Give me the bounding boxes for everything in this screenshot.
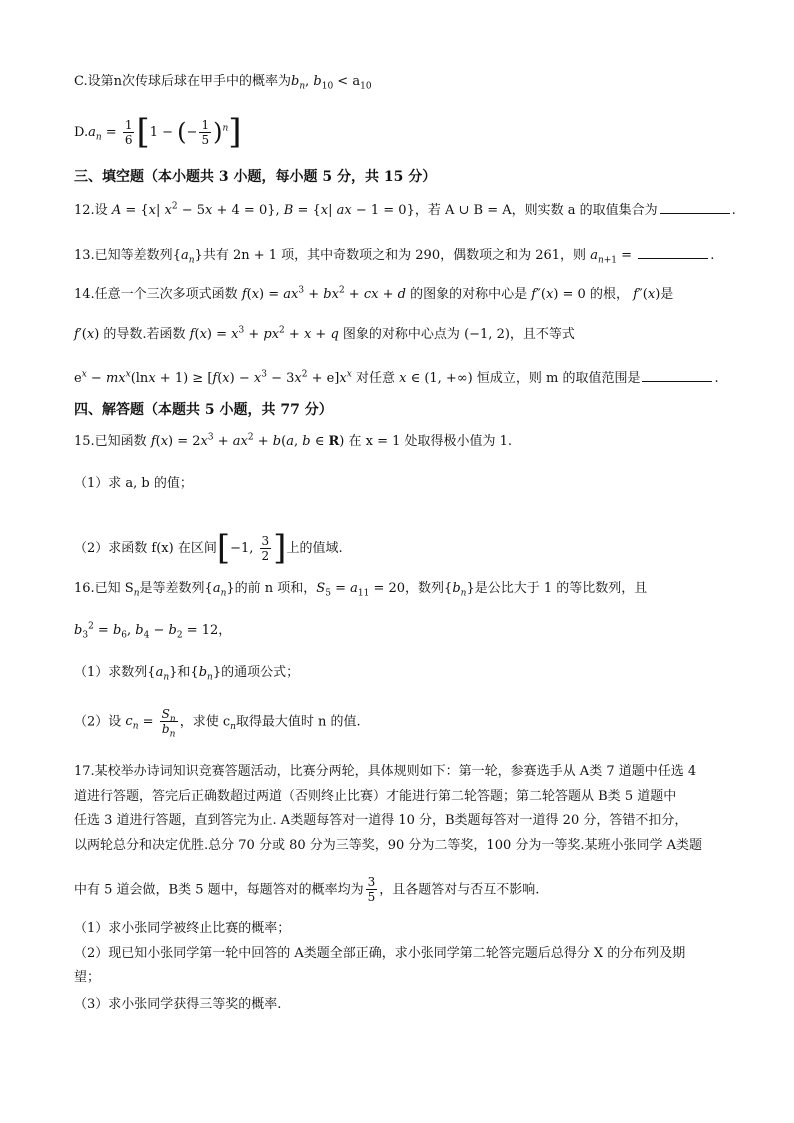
- fraction: $\frac{1}{6}$: [124, 117, 133, 147]
- question-16-part-1: （1）求数列$\{a_n\}$和$\{b_n\}$的通项公式；: [74, 665, 300, 683]
- question-15: 15.已知函数 $f(x) = 2x^3 + ax^2 + b(a$, b ∈ R) 在 x = 1 处取得极小值为 1.: [74, 432, 513, 449]
- question-15-part-1: （1）求 a, b 的值；: [74, 476, 193, 491]
- option-c-text: C.设第n次传球后球在甲手中的概率为: [74, 74, 291, 89]
- question-17-part-3: （3）求小张同学获得三等奖的概率.: [74, 997, 282, 1012]
- section-3-heading: 三、填空题（本小题共 3 小题，每小题 5 分，共 15 分）: [74, 169, 437, 185]
- answer-blank: [638, 246, 708, 259]
- option-d: $D.a_n$ = $\frac{1}{6}$ [1 − (− $\frac{1}{5}$ )$^n$]: [74, 112, 242, 152]
- question-17-line-5: 中有 5 道会做，B类 5 题中，每题答对的概率均为 $\frac{3}{5}$ ，且各题答对与否互不影响.: [74, 875, 540, 905]
- question-14-line-2: f′(x) 的导数.若函数 $f(x) = x^3 + px^2 + x + q$ 图象的对称中心点为 (−1, 2)，且不等式: [74, 325, 575, 342]
- question-16-part-2: （2）设 $c_n$ = $\frac{S_n}{b_n}$ ，求使 $c_n$取得最大值时 n 的值.: [74, 707, 361, 740]
- question-16: 16.已知 $S_n$是等差数列$\{a_n\}$的前 n 项和，$S_5 = a_{11} = 20$，数列$\{b_n\}$是公比大于 1 的等比数列，且: [74, 581, 648, 599]
- question-15-part-2: （2）求函数 f(x) 在区间[−1, $\frac{3}{2}$ ]上的值域.: [74, 528, 343, 568]
- option-c: C.设第n次传球后球在甲手中的概率为$b_n$, $b_{10} < a_{10}$: [74, 74, 372, 92]
- question-17-line-2: 道进行答题，答完后正确数超过两道（否则终止比赛）才能进行第二轮答题；第二轮答题从 B类 5 道题中: [74, 789, 677, 804]
- option-c-math: b: [313, 74, 322, 89]
- question-16-line-2: $b_3^2 = b_6$, $b_4 - b_2 = 12$，: [74, 621, 232, 641]
- question-17-part-1: （1）求小张同学被终止比赛的概率；: [74, 921, 291, 936]
- answer-blank: [660, 201, 730, 214]
- question-17-part-2-cont: 望；: [74, 970, 101, 985]
- question-17-part-2: （2）现已知小张同学第一轮中回答的 A类题全部正确，求小张同学第二轮答完题后总得分 X 的分布列及期: [74, 946, 686, 961]
- question-17-line-3: 任选 3 道进行答题，直到答完为止. A类题每答对一道得 10 分，B类题每答对一道得 20 分，答错不扣分，: [74, 813, 688, 828]
- section-4-heading: 四、解答题（本题共 5 小题，共 77 分）: [74, 402, 333, 418]
- question-14-line-1: 14.任意一个三次多项式函数 $f(x) = ax^3 + bx^2$ + cx + d 的图象的对称中心是 f″(x) = 0 的根， f″(x)是: [74, 285, 674, 302]
- question-17-line-4: 以两轮总分和决定优胜.总分 70 分或 80 分为三等奖，90 分为二等奖，100 分为一等奖.某班小张同学 A类题: [74, 838, 703, 853]
- question-17-line-1: 17.某校举办诗词知识竞赛答题活动，比赛分两轮，具体规则如下：第一轮，参赛选手从 A类 7 道题中任选 4: [74, 764, 697, 779]
- question-14-line-3: $e^x - mx^x(\ln x + 1) \ge [f(x) - x^3 - 3x^2 + e]x^x$ 对任意 x ∈ (1, +∞) 恒成立，则 m 的取值范围是 .: [74, 369, 719, 386]
- answer-blank: [642, 369, 712, 382]
- question-13: 13.已知等差数列$\{a_n\}$共有 2n + 1 项，其中奇数项之和为 290，偶数项之和为 261，则 $a_{n+1}$ = .: [74, 248, 715, 266]
- question-12: 12.设 A = {x| $x^2 - 5x + 4 = 0$}, B = {x| ax − 1 = 0}，若 A ∪ B = A，则实数 a 的取值集合为 .: [74, 201, 736, 218]
